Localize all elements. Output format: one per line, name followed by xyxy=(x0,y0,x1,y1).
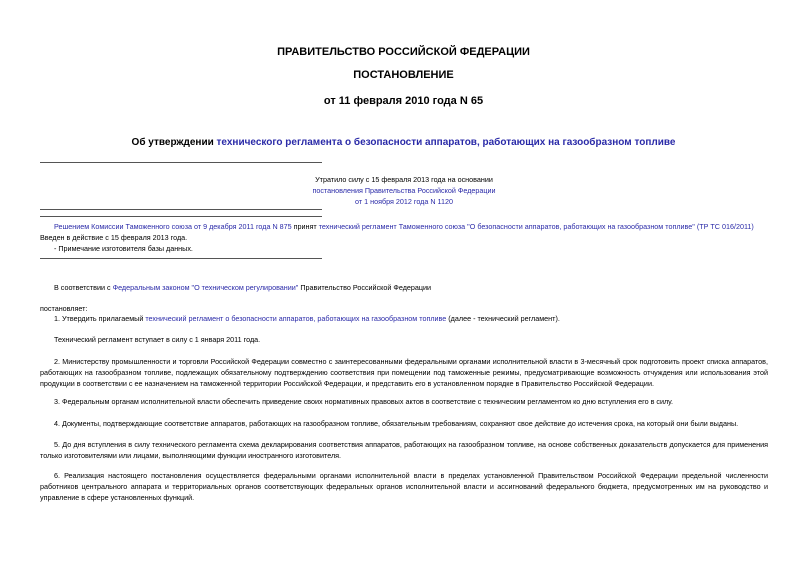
notice-block xyxy=(40,221,768,254)
status-link-resolution[interactable]: постановления Правительства Российской Федерации xyxy=(312,186,496,195)
title-prefix: Об утверждении xyxy=(131,137,217,148)
paragraph-5: 5. До дня вступления в силу технического регламента схема декларирования соответствия аппаратов, работающих на газообразном топливе, на основе собственных доказательств допускается для применения только изготовителями или лицами, выполняющими функции иностранного изготовителя. xyxy=(40,440,768,460)
divider xyxy=(40,258,322,259)
notice-note: - Примечание изготовителя базы данных. xyxy=(54,244,193,253)
divider xyxy=(40,162,322,163)
document-title xyxy=(0,137,807,148)
status-text: Утратило силу с 15 февраля 2013 года на основании xyxy=(315,175,493,184)
intro-paragraph xyxy=(40,282,768,293)
doc-type-heading: ПОСТАНОВЛЕНИЕ xyxy=(353,69,454,81)
paragraph-1 xyxy=(40,313,768,324)
p1-suffix: (далее - технический регламент). xyxy=(446,314,560,323)
divider xyxy=(40,216,322,217)
paragraph-3: 3. Федеральным органам исполнительной власти обеспечить приведение своих нормативных правовых актов в соответствие с техническим регламентом ко дню вступления его в силу. xyxy=(54,397,674,406)
p1-prefix: 1. Утвердить прилагаемый xyxy=(54,314,146,323)
notice-link-regulation[interactable]: технический регламент Таможенного союза "О безопасности аппаратов, работающих на газообразном топливе" (ТР ТС 016/2011) xyxy=(318,222,754,231)
decrees-label: постановляет: xyxy=(40,304,88,313)
notice-link-decision[interactable]: Решением Комиссии Таможенного союза от 9 декабря 2011 года N 875 xyxy=(54,222,292,231)
paragraph-1b: Технический регламент вступает в силу с 1 января 2011 года. xyxy=(54,335,261,344)
status-block xyxy=(40,174,768,207)
divider xyxy=(40,209,322,210)
p1-regulation-link[interactable]: технический регламент о безопасности аппаратов, работающих на газообразном топливе xyxy=(145,314,447,323)
intro-suffix: Правительство Российской Федерации xyxy=(298,283,432,292)
government-heading: ПРАВИТЕЛЬСТВО РОССИЙСКОЙ ФЕДЕРАЦИИ xyxy=(277,46,530,58)
date-number-heading: от 11 февраля 2010 года N 65 xyxy=(323,95,484,107)
notice-effective: Введен в действие с 15 февраля 2013 года. xyxy=(40,233,188,242)
paragraph-6: 6. Реализация настоящего постановления осуществляется федеральными органами исполнительной власти в пределах установленной Правительством Российской Федерации предельной численности работников центрального аппарата и территориальных органов соответствующих федеральных органов исполнительной власти и ассигнований федерального бюджета, предусмотренных им на руководство и управление в сфере установленных функций. xyxy=(40,471,768,502)
paragraph-4: 4. Документы, подтверждающие соответствие аппаратов, работающих на газообразном топливе, обязательным требованиям, сохраняют свое действие до истечения срока, на который они были выданы. xyxy=(54,419,739,428)
intro-law-link[interactable]: Федеральным законом "О техническом регулировании" xyxy=(112,283,299,292)
status-link-date[interactable]: от 1 ноября 2012 года N 1120 xyxy=(354,197,454,206)
title-link[interactable]: технического регламента о безопасности аппаратов, работающих на газообразном топливе xyxy=(216,137,676,148)
notice-line xyxy=(40,221,768,232)
intro-prefix: В соответствии с xyxy=(54,283,113,292)
notice-mid: принят xyxy=(291,222,319,231)
paragraph-2: 2. Министерству промышленности и торговли Российской Федерации совместно с заинтересованными федеральными органами исполнительной власти в 3-месячный срок подготовить проект списка аппаратов, работающих на газообразном топливе, подлежащих обязательному подтверждению соответствия при помещении под таможенные режимы, предусматривающие возможность отчуждения или использования этой продукции в соответствии с ее назначением на таможенной территории Российской Федерации, и представить его в установленном порядке в Правительство Российской Федерации. xyxy=(40,357,768,388)
